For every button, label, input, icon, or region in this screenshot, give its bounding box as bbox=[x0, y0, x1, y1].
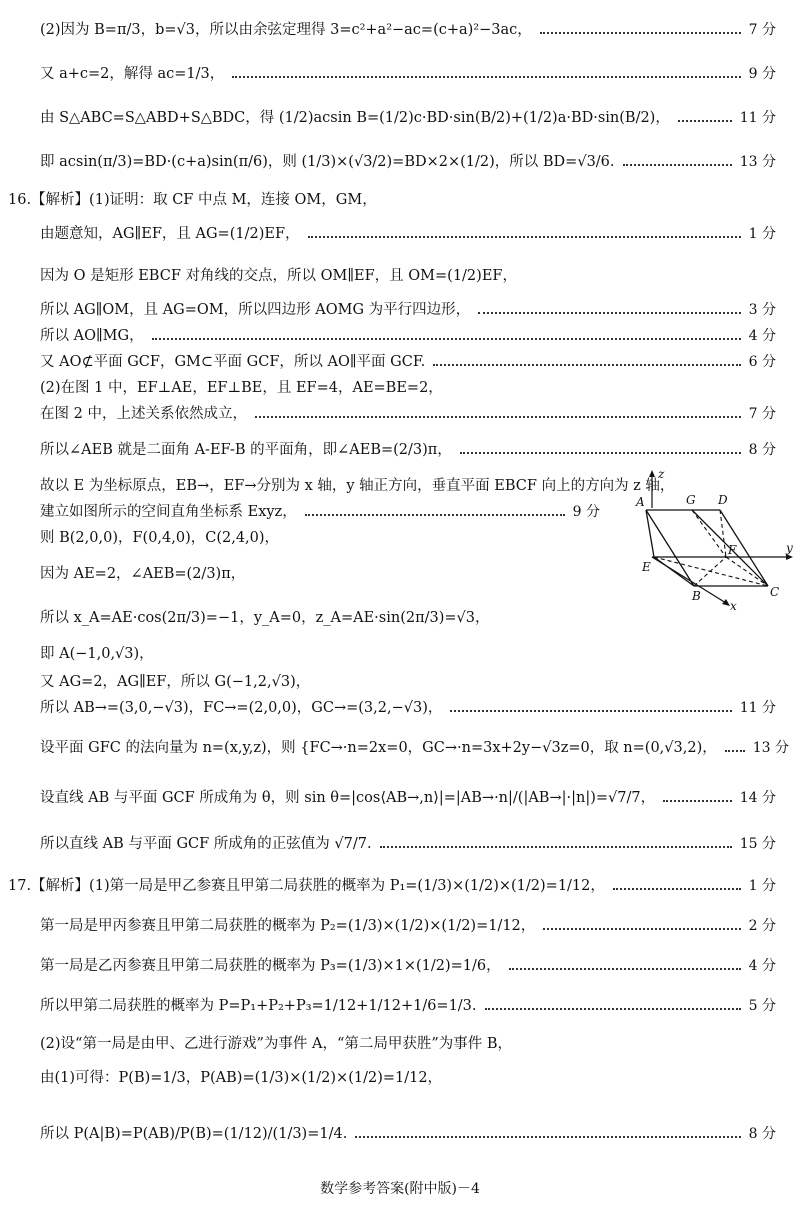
leader-dots bbox=[152, 338, 741, 340]
line-text: 即 A(−1,0,√3)， bbox=[40, 646, 154, 662]
leader-dots bbox=[380, 846, 732, 848]
leader-dots bbox=[663, 800, 732, 802]
score: 4 分 bbox=[748, 958, 776, 974]
line-17 bbox=[40, 564, 600, 584]
line-15 bbox=[40, 502, 600, 522]
line-text: 由(1)可得：P(B)=1/3，P(AB)=(1/3)×(1/2)×(1/2)=1/12， bbox=[40, 1070, 443, 1086]
line-25 bbox=[8, 876, 776, 896]
score: 11 分 bbox=[739, 700, 776, 716]
line-text: 16.【解析】(1)证明：取 CF 中点 M，连接 OM，GM， bbox=[8, 192, 377, 208]
score: 13 分 bbox=[752, 740, 790, 756]
line-14 bbox=[40, 476, 675, 496]
edge-EC bbox=[654, 557, 768, 586]
line-text: 17.【解析】(1)第一局是甲乙参赛且甲第二局获胜的概率为 P₁=(1/3)×(1/2)×(1/2)=1/12， bbox=[8, 878, 605, 894]
line-24 bbox=[40, 834, 776, 854]
line-text: 第一局是乙丙参赛且甲第二局获胜的概率为 P₃=(1/3)×1×(1/2)=1/6， bbox=[40, 958, 501, 974]
line-31 bbox=[40, 1124, 776, 1144]
line-text: 所以 x_A=AE·cos(2π/3)=−1，y_A=0，z_A=AE·sin(2π/3)=√3， bbox=[40, 610, 490, 626]
score: 8 分 bbox=[748, 1126, 776, 1142]
label-G: G bbox=[686, 493, 696, 507]
line-text: 所以 AB→=(3,0,−√3)，FC→=(2,0,0)，GC→=(3,2,−√3)， bbox=[40, 700, 443, 716]
score: 8 分 bbox=[748, 442, 776, 458]
line-text: (2)设“第一局是由甲、乙进行游戏”为事件 A，“第二局甲获胜”为事件 B， bbox=[40, 1036, 513, 1052]
line-text: 又 AG=2，AG∥EF，所以 G(−1,2,√3)， bbox=[40, 674, 311, 690]
line-text: 所以 AO∥MG， bbox=[40, 328, 144, 344]
line-27 bbox=[40, 956, 776, 976]
score: 7 分 bbox=[748, 406, 776, 422]
label-y: y bbox=[786, 541, 793, 555]
line-text: 所以甲第二局获胜的概率为 P=P₁+P₂+P₃=1/12+1/12+1/6=1/3. bbox=[40, 998, 477, 1014]
label-B: B bbox=[692, 589, 701, 603]
edge-EB bbox=[654, 557, 694, 586]
score: 9 分 bbox=[748, 66, 776, 82]
line-2 bbox=[40, 64, 776, 84]
line-8 bbox=[40, 300, 776, 320]
geometry-figure bbox=[628, 468, 796, 614]
line-text: 所以直线 AB 与平面 GCF 所成角的正弦值为 √7/7. bbox=[40, 836, 372, 852]
line-20 bbox=[40, 672, 776, 692]
line-text: 由题意知，AG∥EF，且 AG=(1/2)EF， bbox=[40, 226, 300, 242]
line-22 bbox=[40, 738, 790, 758]
line-text: (2)因为 B=π/3，b=√3，所以由余弦定理得 3=c²+a²−ac=(c+a)²−3ac， bbox=[40, 22, 532, 38]
page-footer: 数学参考答案(附中版)－4 bbox=[320, 1181, 480, 1197]
leader-dots bbox=[725, 750, 745, 752]
line-11 bbox=[40, 378, 776, 398]
score: 13 分 bbox=[739, 154, 776, 170]
line-text: 由 S△ABC=S△ABD+S△BDC，得 (1/2)acsin B=(1/2)c·BD·sin(B/2)+(1/2)a·BD·sin(B/2)， bbox=[40, 110, 670, 126]
label-A: A bbox=[636, 495, 645, 509]
leader-dots bbox=[450, 710, 731, 712]
line-text: 又 a+c=2，解得 ac=1/3， bbox=[40, 66, 225, 82]
score: 4 分 bbox=[748, 328, 776, 344]
line-26 bbox=[40, 916, 776, 936]
leader-dots bbox=[355, 1136, 740, 1138]
score: 15 分 bbox=[739, 836, 776, 852]
line-6 bbox=[40, 224, 776, 244]
leader-dots bbox=[255, 416, 741, 418]
line-text: 因为 AE=2，∠AEB=(2/3)π， bbox=[40, 566, 246, 582]
line-10 bbox=[40, 352, 776, 372]
line-text: 设直线 AB 与平面 GCF 所成角为 θ，则 sin θ=|cos⟨AB→,n⟩|=|AB→·n|/(|AB→|·|n|)=√7/7， bbox=[40, 790, 656, 806]
leader-dots bbox=[613, 888, 741, 890]
leader-dots bbox=[678, 120, 732, 122]
score: 1 分 bbox=[748, 878, 776, 894]
leader-dots bbox=[478, 312, 740, 314]
leader-dots bbox=[540, 32, 741, 34]
leader-dots bbox=[305, 514, 565, 516]
line-1 bbox=[40, 20, 776, 40]
score: 2 分 bbox=[748, 918, 776, 934]
line-text: 设平面 GFC 的法向量为 n=(x,y,z)，则 {FC→·n=2x=0，GC→·n=3x+2y−√3z=0，取 n=(0,√3,2)， bbox=[40, 740, 717, 756]
leader-dots bbox=[623, 164, 732, 166]
line-text: 第一局是甲丙参赛且甲第二局获胜的概率为 P₂=(1/3)×(1/2)×(1/2)=1/12， bbox=[40, 918, 536, 934]
line-text: 建立如图所示的空间直角坐标系 Exyz， bbox=[40, 504, 297, 520]
score: 6 分 bbox=[748, 354, 776, 370]
line-19 bbox=[40, 644, 776, 664]
label-x: x bbox=[730, 599, 737, 613]
score: 14 分 bbox=[739, 790, 776, 806]
line-text: 又 AO⊄平面 GCF，GM⊂平面 GCF，所以 AO∥平面 GCF. bbox=[40, 354, 426, 370]
line-text: 所以∠AEB 就是二面角 A-EF-B 的平面角，即∠AEB=(2/3)π， bbox=[40, 442, 452, 458]
line-16 bbox=[40, 528, 600, 548]
line-4 bbox=[40, 152, 776, 172]
line-21 bbox=[40, 698, 776, 718]
line-text: 所以 AG∥OM，且 AG=OM，所以四边形 AOMG 为平行四边形， bbox=[40, 302, 471, 318]
line-28 bbox=[40, 996, 776, 1016]
leader-dots bbox=[308, 236, 741, 238]
label-E: E bbox=[642, 560, 651, 574]
edge-BF bbox=[694, 557, 726, 586]
leader-dots bbox=[543, 928, 740, 930]
score: 5 分 bbox=[748, 998, 776, 1014]
score: 1 分 bbox=[748, 226, 776, 242]
line-12 bbox=[40, 404, 776, 424]
line-13 bbox=[40, 440, 776, 460]
line-text: 则 B(2,0,0)，F(0,4,0)，C(2,4,0)， bbox=[40, 530, 280, 546]
line-18 bbox=[40, 608, 600, 628]
line-text: 因为 O 是矩形 EBCF 对角线的交点，所以 OM∥EF，且 OM=(1/2)EF， bbox=[40, 268, 517, 284]
score: 9 分 bbox=[572, 504, 600, 520]
leader-dots bbox=[460, 452, 741, 454]
label-z: z bbox=[658, 467, 665, 481]
line-text: 在图 2 中，上述关系依然成立， bbox=[40, 406, 247, 422]
line-text: (2)在图 1 中，EF⊥AE，EF⊥BE，且 EF=4，AE=BE=2， bbox=[40, 380, 443, 396]
line-text: 故以 E 为坐标原点，EB→，EF→分别为 x 轴，y 轴正方向，垂直平面 EBCF 向上的方向为 z 轴， bbox=[40, 478, 675, 494]
x-axis-arrow bbox=[722, 599, 730, 606]
edge-FC bbox=[726, 557, 768, 586]
line-text: 即 acsin(π/3)=BD·(c+a)sin(π/6)，则 (1/3)×(√3/2)=BD×2×(1/2)，所以 BD=√3/6. bbox=[40, 154, 615, 170]
leader-dots bbox=[485, 1008, 741, 1010]
leader-dots bbox=[433, 364, 740, 366]
label-D: D bbox=[718, 493, 728, 507]
label-C: C bbox=[770, 585, 780, 599]
line-30 bbox=[40, 1068, 776, 1088]
line-29 bbox=[40, 1034, 776, 1054]
line-text: 所以 P(A|B)=P(AB)/P(B)=(1/12)/(1/3)=1/4. bbox=[40, 1126, 348, 1142]
score: 11 分 bbox=[739, 110, 776, 126]
score: 3 分 bbox=[748, 302, 776, 318]
edge-AB bbox=[646, 510, 694, 586]
line-9 bbox=[40, 326, 776, 346]
leader-dots bbox=[232, 76, 740, 78]
score: 7 分 bbox=[748, 22, 776, 38]
line-3 bbox=[40, 108, 776, 128]
line-23 bbox=[40, 788, 776, 808]
line-7 bbox=[40, 266, 776, 286]
leader-dots bbox=[509, 968, 741, 970]
line-5 bbox=[8, 190, 776, 210]
label-F: F bbox=[728, 543, 737, 557]
z-axis-arrow bbox=[649, 470, 655, 477]
